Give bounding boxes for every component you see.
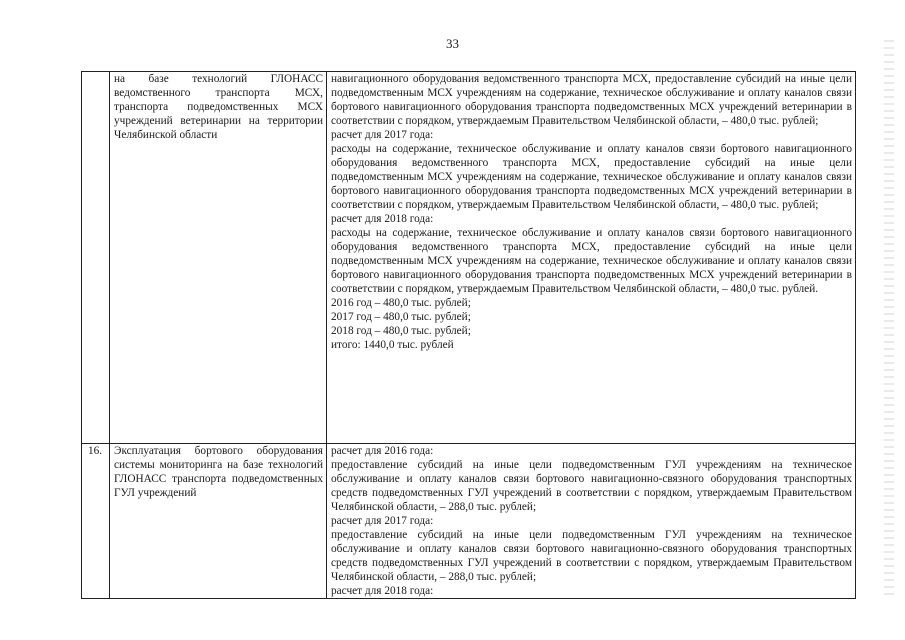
calculation-text: навигационного оборудования ведомственного транспорта МСХ, предоставление субсидий на иные цели подведомственным МСХ учреждениям на содержание, техническое обслуживание и оплату каналов связи бортового навигационного оборудования транспорта подведомственных МСХ учреждений ветеринарии в соответствии с порядком, утверждаемым Правительством Челябинской области, – 480,0 тыс. рублей; bbox=[331, 73, 852, 127]
program-table bbox=[81, 71, 856, 599]
table-row bbox=[82, 444, 856, 599]
table-row bbox=[82, 72, 856, 444]
calculation-year-heading: расчет для 2018 года: bbox=[331, 213, 434, 225]
yearly-total: 2018 год – 480,0 тыс. рублей; bbox=[331, 325, 471, 337]
grand-total: итого: 1440,0 тыс. рублей bbox=[331, 339, 454, 351]
row-number-cell: 16. bbox=[82, 444, 110, 599]
calculation-cell bbox=[327, 444, 856, 599]
calculation-text: предоставление субсидий на иные цели подведомственным ГУЛ учреждениям на техническое обслуживание и оплату каналов связи бортового навигационно-связного оборудования транспортных средств подведомственных ГУЛ учреждений в соответствии с порядком, утверждаемым Правительством Челябинской области, – 288,0 тыс. рублей; bbox=[331, 529, 852, 583]
calculation-year-heading: расчет для 2016 года: bbox=[331, 445, 434, 457]
page-number: 33 bbox=[446, 36, 459, 51]
calculation-text: расходы на содержание, техническое обслуживание и оплату каналов связи бортового навигационного оборудования ведомственного транспорта МСХ, предоставление субсидий на иные цели подведомственным МСХ учреждениям на содержание, техническое обслуживание и оплату каналов связи бортового навигационного оборудования транспорта подведомственных МСХ учреждений ветеринарии в соответствии с порядком, утверждаемым Правительством Челябинской области, – 480,0 тыс. рублей; bbox=[331, 143, 852, 211]
calculation-text: предоставление субсидий на иные цели подведомственным ГУЛ учреждениям на техническое обслуживание и оплату каналов связи бортового навигационно-связного оборудования транспортных средств подведомственных ГУЛ учреждений в соответствии с порядком, утверждаемым Правительством Челябинской области, – 288,0 тыс. рублей; bbox=[331, 459, 852, 513]
measure-name-cell: Эксплуатация бортового оборудования системы мониторинга на базе технологий ГЛОНАСС транспорта подведомственных ГУЛ учреждений bbox=[110, 444, 327, 599]
calculation-year-heading: расчет для 2017 года: bbox=[331, 129, 434, 141]
yearly-total: 2016 год – 480,0 тыс. рублей; bbox=[331, 297, 471, 309]
scan-bleed-through bbox=[884, 40, 894, 600]
calculation-cell bbox=[327, 72, 856, 444]
measure-name-cell: на базе технологий ГЛОНАСС ведомственного транспорта МСХ, транспорта подведомственных МСХ учреждений ветеринарии на территории Челябинской области bbox=[110, 72, 327, 444]
calculation-year-heading: расчет для 2017 года: bbox=[331, 515, 434, 527]
calculation-year-heading: расчет для 2018 года: bbox=[331, 585, 434, 597]
yearly-total: 2017 год – 480,0 тыс. рублей; bbox=[331, 311, 471, 323]
calculation-text: расходы на содержание, техническое обслуживание и оплату каналов связи бортового навигационного оборудования ведомственного транспорта МСХ, предоставление субсидий на иные цели подведомственным МСХ учреждениям на содержание, техническое обслуживание и оплату каналов связи бортового навигационного оборудования транспорта подведомственных МСХ учреждений ветеринарии в соответствии с порядком, утверждаемым Правительством Челябинской области, – 480,0 тыс. рублей. bbox=[331, 227, 852, 295]
row-number-cell bbox=[82, 72, 110, 444]
